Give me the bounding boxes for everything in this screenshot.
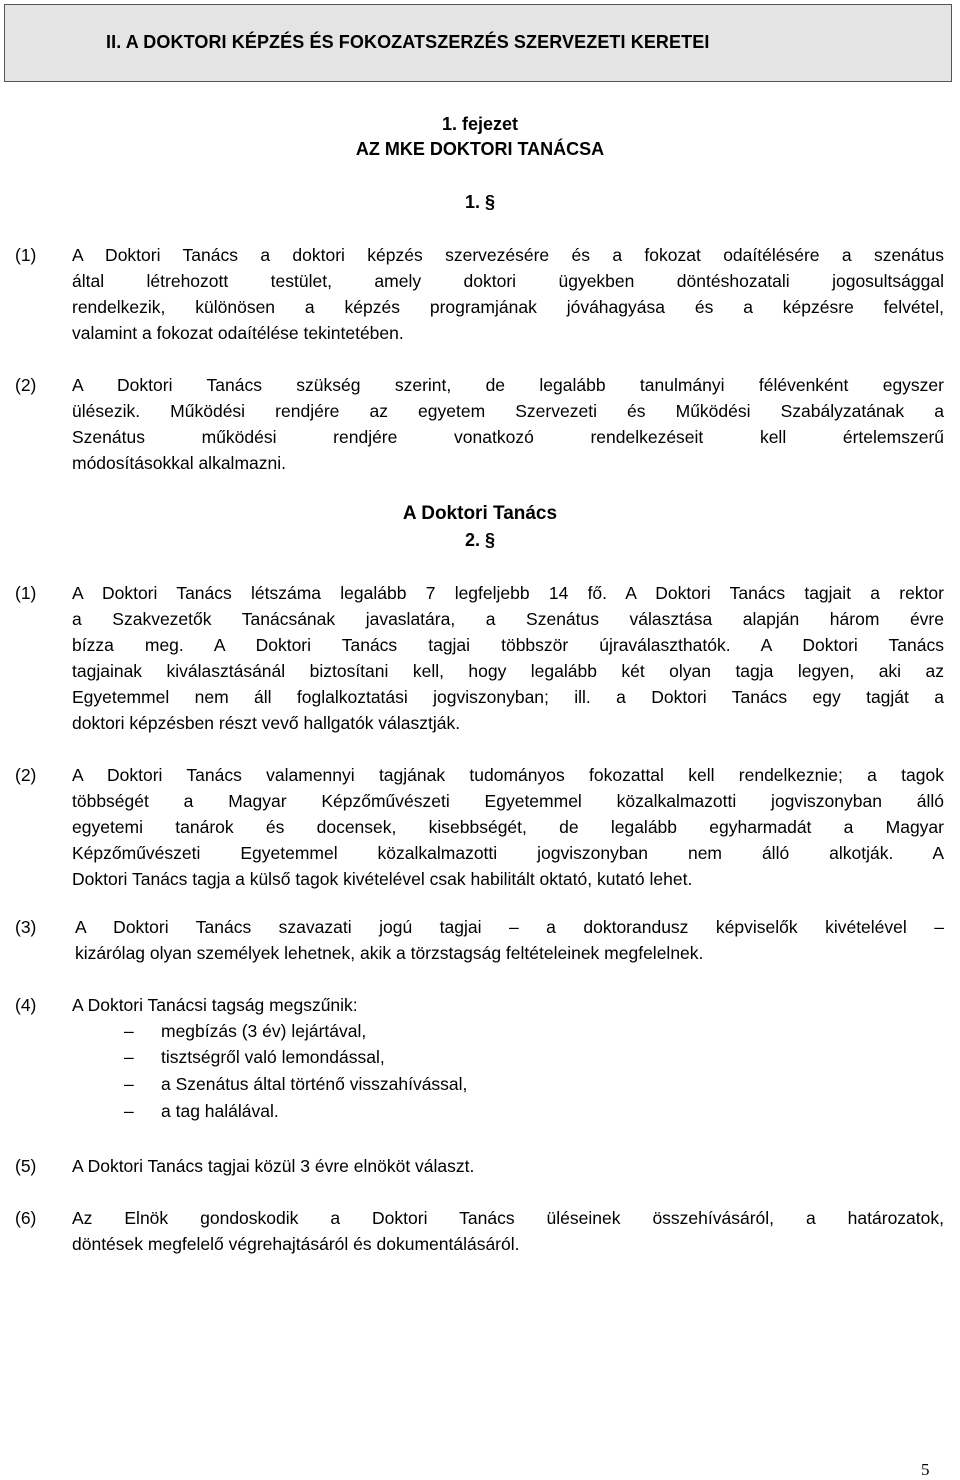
text-line: egyetemi tanárok és docensek, kisebbségét, de legalább egyharmadát a Magyar [72,817,944,837]
list-item-text: a tag halálával. [161,1101,279,1121]
section-1-paragraph-1 [15,242,944,346]
text-line: Az Elnök gondoskodik a Doktori Tanács üléseinek összehívásáról, a határozatok, [72,1208,944,1228]
text-line: Képzőművészeti Egyetemmel közalkalmazotti jogviszonyban nem álló alkotják. A [72,843,944,863]
dash-bullet: – [124,1074,134,1094]
dash-bullet: – [124,1101,134,1121]
paragraph-number: (2) [15,765,37,785]
text-line: A Doktori Tanácsi tagság megszűnik: [72,995,358,1015]
paragraph-number: (5) [15,1156,37,1176]
list-item-text: a Szenátus által történő visszahívással, [161,1074,468,1094]
text-line: doktori képzésben részt vevő hallgatók választják. [72,713,461,733]
page-number: 5 [921,1460,930,1479]
section-2-paragraph-2 [15,762,944,892]
text-line: A Doktori Tanács tagjai közül 3 évre elnököt választ. [72,1156,475,1176]
section-1-heading: 1. § [464,192,496,212]
text-line: A Doktori Tanács létszáma legalább 7 legfeljebb 14 fő. A Doktori Tanács tagjait a rektor [72,583,944,603]
text-line: Doktori Tanács tagja a külső tagok kivételével csak habilitált oktató, kutató lehet. [72,869,693,889]
paragraph-number: (3) [15,917,37,937]
text-line: a Szakvezetők Tanácsának javaslatára, a Szenátus választása alapján három évre [72,609,944,629]
text-line: tagjainak kiválasztásánál biztosítani kell, hogy legalább két olyan tagja legyen, aki az [72,661,944,681]
paragraph-number: (1) [15,583,37,603]
chapter-number: 1. fejezet [441,114,519,134]
text-line: rendelkezik, különösen a képzés programjának jóváhagyása és a képzésre felvétel, [72,297,944,317]
dash-bullet: – [124,1047,134,1067]
text-line: A Doktori Tanács szükség szerint, de legalább tanulmányi félévenként egyszer [72,375,944,395]
section-2-paragraph-1 [15,580,944,736]
text-line: kizárólag olyan személyek lehetnek, akik a törzstagság feltételeinek megfelelnek. [75,943,704,963]
text-line: módosításokkal alkalmazni. [72,453,286,473]
part-title: II. A DOKTORI KÉPZÉS ÉS FOKOZATSZERZÉS SZERVEZETI KERETEI [106,32,710,52]
text-line: valamint a fokozat odaítélése tekintetében. [72,323,404,343]
section-2-paragraph-4 [15,992,944,1018]
list-item-text: tisztségről való lemondással, [161,1047,385,1067]
text-line: ülésezik. Működési rendjére az egyetem Szervezeti és Működési Szabályzatának a [72,401,944,421]
dash-bullet: – [124,1021,134,1041]
paragraph-number: (2) [15,375,37,395]
text-line: A Doktori Tanács valamennyi tagjának tudományos fokozattal kell rendelkeznie; a tagok [72,765,944,785]
section-2-paragraph-3 [15,914,944,966]
paragraph-number: (4) [15,995,37,1015]
section-1-paragraph-2 [15,372,944,476]
text-line: Egyetemmel nem áll foglalkoztatási jogviszonyban; ill. a Doktori Tanács egy tagját a [72,687,944,707]
text-line: A Doktori Tanács szavazati jogú tagjai – a doktorandusz képviselők kivételével – [75,917,944,937]
text-line: döntések megfelelő végrehajtásáról és dokumentálásáról. [72,1234,520,1254]
list-item [124,1071,467,1097]
text-line: által létrehozott testület, amely doktori ügyekben döntéshozatali jogosultsággal [72,271,944,291]
text-line: Szenátus működési rendjére vonatkozó rendelkezéseit kell értelemszerű [72,427,944,447]
chapter-title: AZ MKE DOKTORI TANÁCSA [355,139,605,159]
section-2-title: A Doktori Tanács [402,503,558,524]
paragraph-number: (1) [15,245,37,265]
list-item [124,1018,366,1044]
section-2-heading: 2. § [464,530,496,550]
list-item [124,1098,279,1124]
text-line: többségét a Magyar Képzőművészeti Egyetemmel közalkalmazotti jogviszonyban álló [72,791,944,811]
section-2-paragraph-6 [15,1205,944,1257]
paragraph-number: (6) [15,1208,37,1228]
text-line: A Doktori Tanács a doktori képzés szervezésére és a fokozat odaítélésére a szenátus [72,245,944,265]
section-2-paragraph-5 [15,1153,944,1179]
list-item-text: megbízás (3 év) lejártával, [161,1021,367,1041]
list-item [124,1044,385,1070]
text-line: bízza meg. A Doktori Tanács tagjai többször újraválaszthatók. A Doktori Tanács [72,635,944,655]
